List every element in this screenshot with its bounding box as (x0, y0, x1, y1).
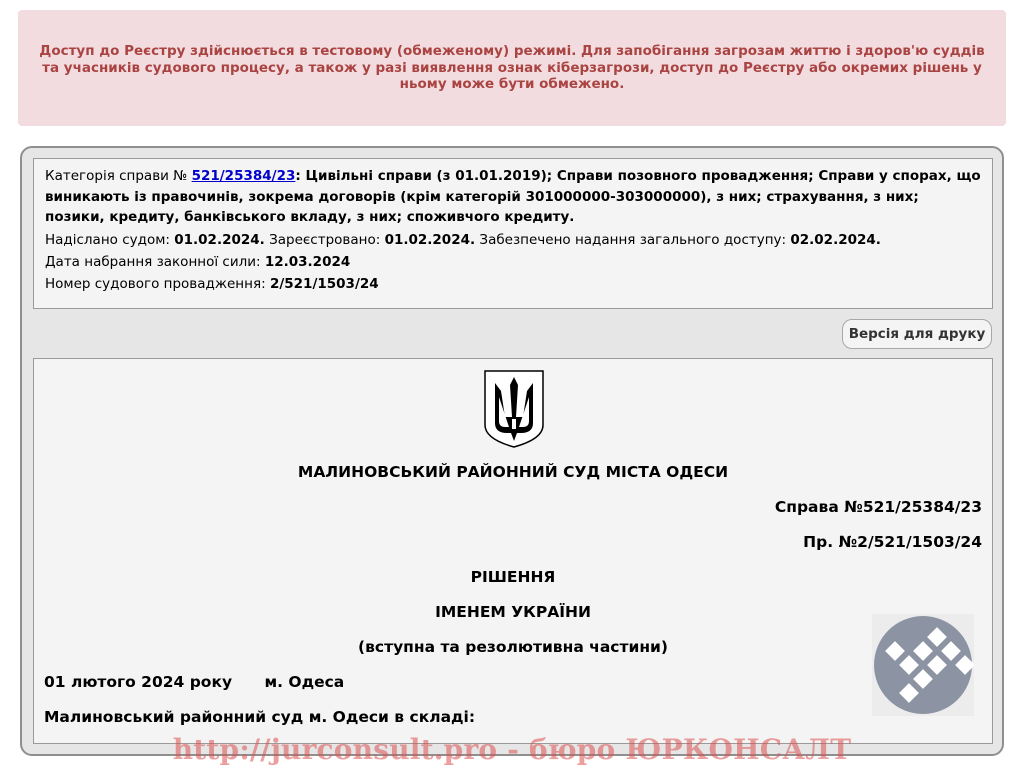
case-container (20, 146, 1004, 756)
court-composition: Малиновський районний суд м. Одеси в складі: (44, 708, 476, 726)
print-version-button[interactable]: Версія для друку (842, 319, 992, 349)
case-category (45, 166, 981, 228)
category-label: Категорія справи № (45, 168, 192, 184)
access-label: Забезпечено надання загального доступу: (475, 231, 791, 248)
case-dates (45, 229, 981, 251)
in-name-of-ukraine: ІМЕНЕМ УКРАЇНИ (435, 603, 591, 621)
court-name: МАЛИНОВСЬКИЙ РАЙОННИЙ СУД МІСТА ОДЕСИ (297, 463, 729, 481)
diamond-stamp-icon (872, 614, 974, 716)
trident-emblem-icon (483, 369, 545, 449)
registered-label: Зареєстровано: (264, 231, 385, 248)
decision-document (33, 358, 993, 744)
effective-date: 12.03.2024 (264, 253, 351, 270)
registered-date: 01.02.2024. (384, 231, 476, 248)
category-text: : Цивільні справи (з 01.01.2019); Справи позовного провадження; Справи у спорах, що виникають із правочинів, зокрема договорів (крім категорій 301000000-303000000), з них; страхування, з них; позики, кредиту, банківського вкладу, з них; споживчого кредиту. (45, 168, 981, 225)
proceeding-number: 2/521/1503/24 (269, 275, 379, 292)
parts-note: (вступна та резолютивна частини) (358, 638, 668, 656)
case-info-panel (33, 158, 993, 309)
sent-date: 01.02.2024. (174, 231, 265, 248)
access-date: 02.02.2024. (790, 231, 881, 248)
access-notice-text: Доступ до Реєстру здійснюється в тестовому (обмеженому) режимі. Для запобігання загрозам життю і здоров'ю суддів та учасників судового процесу, а також у разі виявлення ознак кіберзагрози, доступ до Реєстру або окремих рішень у ньому може бути обмежено. (39, 43, 985, 93)
case-number-link[interactable]: 521/25384/23 (191, 168, 296, 184)
decision-title: РІШЕННЯ (470, 568, 556, 586)
access-notice (18, 10, 1006, 126)
effective-label: Дата набрання законної сили: (45, 253, 265, 270)
watermark-text: http://jurconsult.pro - бюро ЮРКОНСАЛТ (172, 733, 852, 766)
effective-date-row (45, 251, 981, 273)
date-place: 01 лютого 2024 року м. Одеса (44, 673, 345, 691)
proceeding-row (45, 273, 981, 295)
proceeding-reference: Пр. №2/521/1503/24 (803, 533, 982, 551)
proceeding-label: Номер судового провадження: (45, 275, 270, 292)
case-reference: Справа №521/25384/23 (774, 498, 982, 516)
sent-label: Надіслано судом: (45, 231, 175, 248)
stamp-area (872, 614, 974, 716)
